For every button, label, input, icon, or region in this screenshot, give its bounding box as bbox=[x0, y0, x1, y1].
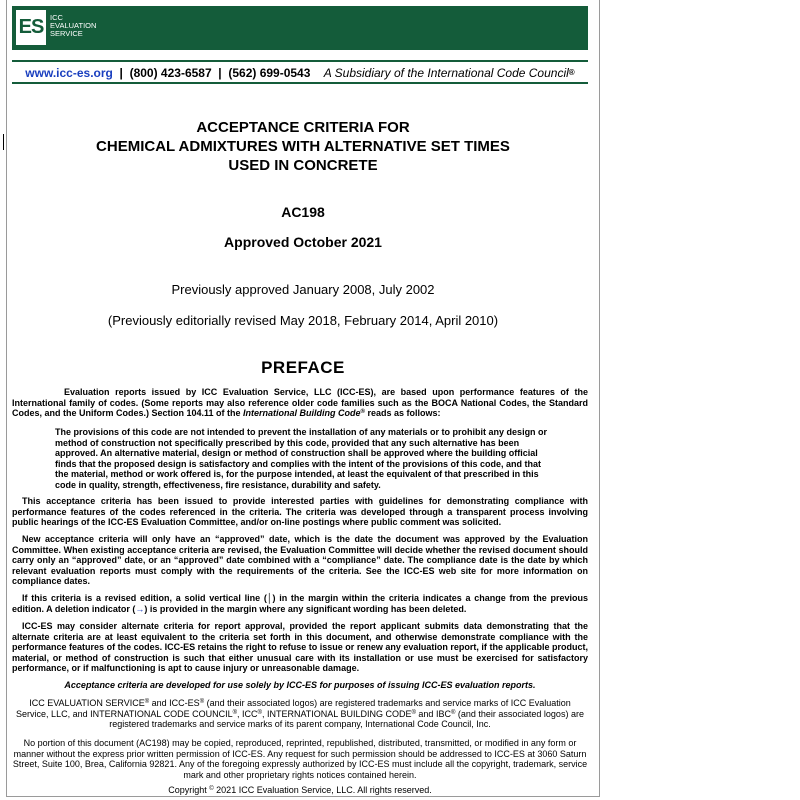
previously-approved: Previously approved January 2008, July 2002 bbox=[171, 282, 435, 297]
preface-paragraph-1: Evaluation reports issued by ICC Evaluation Service, LLC (ICC-ES), are based upon performance features of the International family of codes. (Some reports may also reference older code families such as the BOCA National Codes, the Standard Codes, and the Uniform Codes.) Section 104.11 of the International Building Code® reads as follows: bbox=[12, 387, 588, 419]
title-line-1: ACCEPTANCE CRITERIA FOR bbox=[196, 119, 410, 136]
header-rule-top bbox=[12, 60, 588, 62]
logo-letters: ES bbox=[18, 16, 44, 38]
contact-line bbox=[12, 66, 588, 80]
header-rule-bottom bbox=[12, 82, 588, 84]
logo-name bbox=[50, 14, 96, 38]
editorially-revised: (Previously editorially revised May 2018, February 2014, April 2010) bbox=[107, 313, 499, 328]
separator: | bbox=[112, 66, 130, 80]
copy-restriction-notice: No portion of this document (AC198) may be copied, reproduced, reprinted, republished, distributed, transmitted, or modified in any form or manner without the express prior written permission of ICC-ES. Any request for such permission should be addressed to ICC-ES at 3060 Saturn Street, Suite 100, Brea, California 92821. Any of the foregoing expressly authorized by ICC-ES must include all the copyright, trademark, service mark and other proprietary rights notices contained herein. bbox=[12, 738, 588, 780]
phone-1: (800) 423-6587 bbox=[129, 66, 212, 80]
approved-date: Approved October 2021 bbox=[224, 234, 382, 250]
logo-line-3: SERVICE bbox=[50, 29, 83, 38]
title-line-2: CHEMICAL ADMIXTURES WITH ALTERNATIVE SET TIMES bbox=[96, 138, 510, 155]
separator: | bbox=[211, 66, 229, 80]
criteria-number: AC198 bbox=[281, 204, 325, 220]
icc-es-logo bbox=[16, 10, 46, 45]
deletion-indicator-arrow: → bbox=[135, 603, 145, 614]
preface-paragraph-2: This acceptance criteria has been issued to provide interested parties with guidelines for demonstrating compliance with performance features of the codes referenced in the criteria. The criteria was developed through a transparent process involving public hearings of the ICC-ES Evaluation Committee, and/or on-line postings where public comment was solicited. bbox=[12, 496, 588, 528]
title-line-3: USED IN CONCRETE bbox=[228, 157, 378, 174]
registered-mark: ® bbox=[568, 68, 575, 77]
website-link[interactable]: www.icc-es.org bbox=[25, 66, 113, 80]
document-title bbox=[6, 118, 600, 175]
trademark-notice: ICC EVALUATION SERVICE® and ICC-ES® (and their associated logos) are registered trademarks and service marks of ICC Evaluation Service, LLC, and INTERNATIONAL CODE COUNCIL®, ICC®, INTERNATIONAL BUILDING CODE® and IBC® (and their associated logos) are registered trademarks and service marks of its parent company, International Code Council, Inc. bbox=[16, 698, 584, 730]
header-banner bbox=[12, 6, 588, 50]
code-quote: The provisions of this code are not intended to prevent the installation of any materials or to prohibit any design or method of construction not specifically prescribed by this code, provided that any such alternative has been approved. An alternative material, design or method of construction shall be approved where the building official finds that the proposed design is satisfactory and complies with the intent of the provisions of this code, and that the material, method or work offered is, for the purpose intended, at least the equivalent of that prescribed in this code in quality, strength, effectiveness, fire resistance, durability and safety. bbox=[55, 427, 548, 490]
preface-paragraph-3: New acceptance criteria will only have an “approved” date, which is the date the document was approved by the Evaluation Committee. When existing acceptance criteria are revised, the Evaluation Committee will decide whether the revised document should carry only an “approved” date, or an “approved” date combined with a “compliance” date. The compliance date is the date by which relevant evaluation reports must comply with the requirements of the criteria. See the ICC-ES web site for more information on compliance dates. bbox=[12, 534, 588, 587]
preface-paragraph-6: Acceptance criteria are developed for use solely by ICC-ES for purposes of issuing ICC-ES evaluation reports. bbox=[64, 680, 536, 690]
revision-change-bar bbox=[3, 134, 4, 150]
preface-paragraph-5: ICC-ES may consider alternate criteria for report approval, provided the report applicant submits data demonstrating that the alternate criteria are at least equivalent to the criteria set forth in this document, and otherwise demonstrate compliance with the performance features of the codes. ICC-ES retains the right to refuse to issue or renew any evaluation report, if the applicable product, material, or method of construction is such that either unusual care with its installation or use must be exercised for satisfactory performance, or if malfunctioning is apt to cause injury or unreasonable damage. bbox=[12, 621, 588, 674]
logo-line-2: EVALUATION bbox=[50, 21, 97, 30]
phone-2: (562) 699-0543 bbox=[228, 66, 311, 80]
preface-heading: PREFACE bbox=[261, 358, 345, 377]
copyright-notice: Copyright © 2021 ICC Evaluation Service, LLC. All rights reserved. bbox=[168, 785, 432, 795]
preface-paragraph-4: If this criteria is a revised edition, a solid vertical line (│) in the margin within the criteria indicates a change from the previous edition. A deletion indicator (→) is provided in the margin where any significant wording has been deleted. bbox=[12, 593, 588, 614]
logo-line-1: ICC bbox=[50, 13, 63, 22]
subsidiary-text: A Subsidiary of the International Code Council bbox=[323, 66, 569, 80]
